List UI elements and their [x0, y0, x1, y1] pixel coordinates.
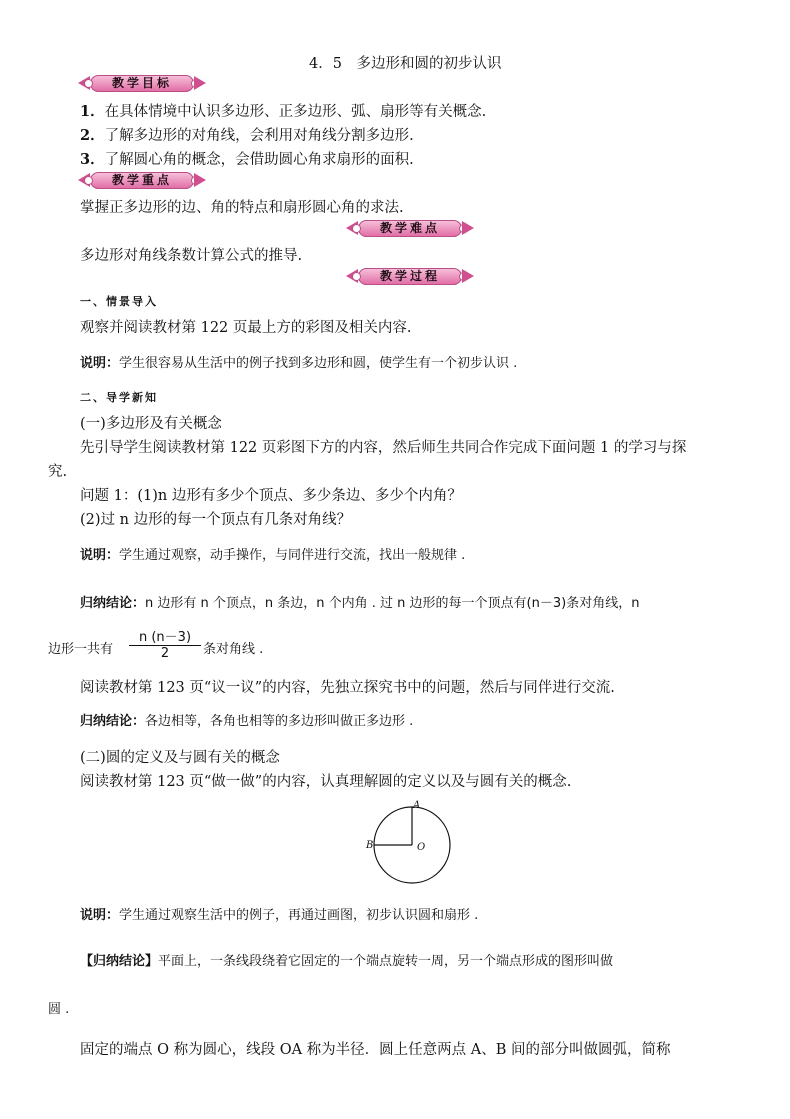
conclusion-3-line-2: 圆 . — [48, 1002, 70, 1017]
conclusion-2: 归纳结论：各边相等，各角也相等的多边形叫做正多边形 . — [80, 714, 414, 729]
fraction-numerator: n (n－3) — [129, 626, 201, 646]
paragraph-1-line-2: 究. — [48, 464, 68, 480]
conclusion-3-line-1: 【归纳结论】平面上，一条线段绕着它固定的一个端点旋转一周，另一个端点形成的图形叫做 — [80, 954, 614, 969]
question-1: 问题 1：(1)n 边形有多少个顶点、多少条边、多少个内角？ — [80, 488, 462, 504]
page-title: 4．5 多边形和圆的初步认识 — [309, 56, 502, 72]
section1-text: 观察并阅读教材第 122 页最上方的彩图及相关内容. — [80, 320, 412, 336]
conclusion-1-line-2-post: 条对角线 . — [203, 642, 264, 657]
label-a: A — [413, 800, 421, 811]
question-2: (2)过 n 边形的每一个顶点有几条对角线？ — [80, 512, 352, 528]
subheading-polygon: (一)多边形及有关概念 — [80, 416, 222, 432]
subheading-circle: (二)圆的定义及与圆有关的概念 — [80, 750, 280, 766]
banner-label: 教学目标 — [111, 76, 172, 90]
label-o: O — [417, 842, 426, 853]
goal-item-1: 1．在具体情境中认识多边形、正多边形、弧、扇形等有关概念. — [80, 103, 487, 120]
banner-key — [76, 171, 208, 190]
banner-label: 教学难点 — [379, 221, 440, 235]
section-heading-1: 一、情景导入 — [80, 295, 158, 308]
conclusion-1-line-2-pre: 边形一共有 — [48, 642, 114, 657]
banner-label: 教学重点 — [111, 173, 172, 187]
section2-note-3: 说明：学生通过观察生活中的例子，再通过画图，初步认识圆和扇形 . — [80, 908, 479, 923]
fraction-denominator: 2 — [160, 646, 170, 661]
banner-difficulty — [344, 219, 476, 238]
key-text: 掌握正多边形的边、角的特点和扇形圆心角的求法. — [80, 200, 404, 216]
goal-item-2: 2．了解多边形的对角线，会利用对角线分割多边形. — [80, 127, 414, 144]
goal-item-3: 3．了解圆心角的概念，会借助圆心角求扇形的面积. — [80, 151, 414, 168]
section2-note: 说明：学生通过观察，动手操作，与同伴进行交流，找出一般规律 . — [80, 548, 466, 563]
diagonal-count-fraction — [129, 626, 201, 661]
paragraph-1-line-1: 先引导学生阅读教材第 122 页彩图下方的内容，然后师生共同合作完成下面问题 1 的学习与探 — [80, 440, 687, 456]
banner-goals — [76, 74, 208, 93]
banner-process — [344, 267, 476, 286]
section-heading-2: 二、导学新知 — [80, 391, 158, 404]
section1-note: 说明：学生很容易从生活中的例子找到多边形和圆，使学生有一个初步认识 . — [80, 356, 518, 371]
banner-label: 教学过程 — [379, 269, 440, 283]
paragraph-2: 阅读教材第 123 页“议一议”的内容，先独立探究书中的问题，然后与同伴进行交流. — [80, 680, 615, 696]
label-b: B — [366, 840, 374, 851]
paragraph-4: 固定的端点 O 称为圆心，线段 OA 称为半径．圆上任意两点 A、B 间的部分叫做圆弧，简称 — [80, 1042, 671, 1058]
paragraph-3: 阅读教材第 123 页“做一做”的内容，认真理解圆的定义以及与圆有关的概念. — [80, 774, 572, 790]
conclusion-1-line-1: 归纳结论：n 边形有 n 个顶点，n 条边，n 个内角 . 过 n 边形的每一个顶点有(n－3)条对角线，n — [80, 596, 640, 611]
difficulty-text: 多边形对角线条数计算公式的推导. — [80, 248, 303, 264]
